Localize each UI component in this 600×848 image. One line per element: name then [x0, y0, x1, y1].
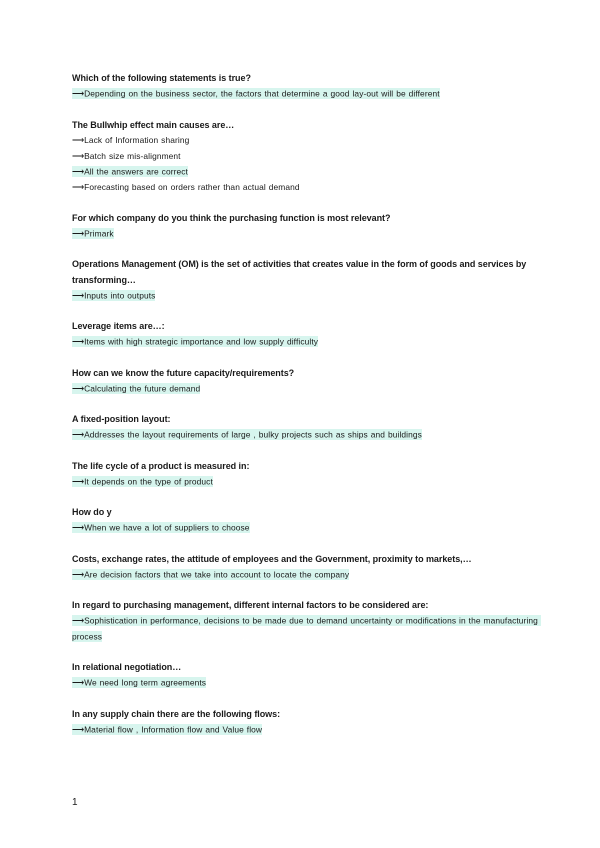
question-text: The life cycle of a product is measured in:	[72, 460, 250, 471]
right-arrow-icon: ⟶	[72, 724, 85, 734]
question-block	[72, 505, 542, 536]
page-number: 1	[72, 797, 78, 808]
answer-list	[72, 288, 542, 304]
answer-text: It depends on the type of product	[84, 476, 213, 486]
answer-list	[72, 87, 542, 103]
question-text: A fixed-position layout:	[72, 414, 171, 424]
question-text: Which of the following statements is true?	[72, 73, 251, 83]
right-arrow-icon: ⟶	[72, 150, 85, 161]
question-text: In regard to purchasing management, different internal factors to be considered are:	[72, 600, 429, 610]
question-text: In relational negotiation…	[72, 662, 182, 672]
answer-list	[72, 226, 542, 242]
question-text: How can we know the future capacity/requirements?	[72, 367, 295, 378]
question-block	[72, 660, 542, 691]
question-block	[72, 257, 542, 304]
answer-text-wrapper	[72, 151, 181, 161]
answer-text: Depending on the business sector, the factors that determine a good lay-out will be different	[84, 88, 440, 99]
question-block	[72, 552, 542, 583]
answer-text-wrapper	[72, 677, 206, 688]
right-arrow-icon: ⟶	[72, 88, 85, 99]
answer-text: Inputs into outputs	[84, 290, 156, 300]
answer-list	[72, 676, 542, 692]
question-text: Leverage items are…:	[72, 321, 165, 331]
question-block	[72, 366, 542, 397]
answer-list	[72, 335, 542, 351]
question-block	[72, 459, 542, 490]
question-text: In any supply chain there are the following flows:	[72, 708, 281, 719]
right-arrow-icon: ⟶	[72, 615, 85, 626]
answer-text: Addresses the layout requirements of large , bulky projects such as ships and buildings	[84, 429, 422, 440]
answer-line	[72, 474, 542, 490]
answer-text-wrapper	[72, 290, 155, 301]
answer-text: Primark	[84, 228, 114, 238]
question-block	[72, 211, 542, 242]
question-text: The Bullwhip effect main causes are…	[72, 119, 235, 130]
answer-text: Material flow , Information flow and Value flow	[84, 724, 263, 734]
answer-line	[72, 133, 542, 149]
answer-line	[72, 676, 542, 692]
answer-text-wrapper	[72, 228, 114, 239]
right-arrow-icon: ⟶	[72, 522, 85, 533]
answer-line	[72, 381, 542, 397]
answer-text-wrapper	[72, 522, 250, 533]
answer-text-wrapper	[72, 88, 440, 99]
answer-text: Are decision factors that we take into account to locate the company	[84, 569, 350, 579]
question-text: Costs, exchange rates, the attitude of employees and the Government, proximity to markets,…	[72, 553, 472, 564]
question-block	[72, 412, 542, 443]
right-arrow-icon: ⟶	[72, 181, 85, 192]
answer-text-wrapper	[72, 615, 541, 642]
answer-list	[72, 133, 542, 195]
answer-line	[72, 226, 542, 242]
answer-line	[72, 87, 542, 103]
answer-line	[72, 164, 542, 180]
answer-text: We need long term agreements	[84, 677, 207, 688]
answer-text: Items with high strategic importance and low supply difficulty	[84, 336, 319, 347]
document-page	[72, 71, 542, 753]
answer-line	[72, 428, 542, 444]
answer-line	[72, 288, 542, 304]
answer-list	[72, 614, 542, 645]
answer-line	[72, 335, 542, 351]
right-arrow-icon: ⟶	[72, 429, 85, 440]
answer-text-wrapper	[72, 429, 422, 440]
right-arrow-icon: ⟶	[72, 677, 85, 688]
answer-text-wrapper	[72, 336, 318, 347]
question-text: Operations Management (OM) is the set of activities that creates value in the form of goods and services by transforming…	[72, 259, 529, 285]
answer-text-wrapper	[72, 724, 262, 735]
answer-text-wrapper	[72, 569, 349, 580]
right-arrow-icon: ⟶	[72, 290, 85, 300]
answer-text: Calculating the future demand	[84, 383, 201, 393]
question-block	[72, 598, 542, 645]
answer-line	[72, 567, 542, 583]
answer-line	[72, 722, 542, 738]
answer-list	[72, 722, 542, 738]
right-arrow-icon: ⟶	[72, 476, 85, 486]
answer-line	[72, 614, 542, 645]
answer-text-wrapper	[72, 135, 189, 145]
answer-text: Lack of Information sharing	[84, 135, 190, 145]
answer-text-wrapper	[72, 383, 200, 394]
answer-text-wrapper	[72, 182, 300, 192]
answer-text: When we have a lot of suppliers to choose	[84, 522, 250, 533]
right-arrow-icon: ⟶	[72, 383, 85, 393]
answer-list	[72, 428, 542, 444]
question-block	[72, 319, 542, 350]
right-arrow-icon: ⟶	[72, 135, 85, 145]
right-arrow-icon: ⟶	[72, 336, 85, 347]
question-block	[72, 71, 542, 102]
answer-text: Batch size mis-alignment	[84, 150, 181, 161]
answer-line	[72, 521, 542, 537]
right-arrow-icon: ⟶	[72, 166, 85, 176]
answer-text: Sophistication in performance, decisions to be made due to demand uncertainty or modifications in the manufacturing process	[72, 615, 541, 641]
question-text: How do y	[72, 507, 112, 517]
answer-text: All the answers are correct	[84, 166, 188, 176]
answer-list	[72, 521, 542, 537]
answer-text-wrapper	[72, 476, 213, 487]
answer-list	[72, 567, 542, 583]
answer-list	[72, 381, 542, 397]
question-block	[72, 707, 542, 738]
answer-line	[72, 180, 542, 196]
question-text: For which company do you think the purchasing function is most relevant?	[72, 212, 391, 223]
question-block	[72, 118, 542, 196]
answer-text: Forecasting based on orders rather than actual demand	[84, 181, 300, 192]
right-arrow-icon: ⟶	[72, 569, 85, 579]
answer-list	[72, 474, 542, 490]
answer-text-wrapper	[72, 166, 188, 177]
right-arrow-icon: ⟶	[72, 228, 85, 238]
answer-line	[72, 149, 542, 165]
